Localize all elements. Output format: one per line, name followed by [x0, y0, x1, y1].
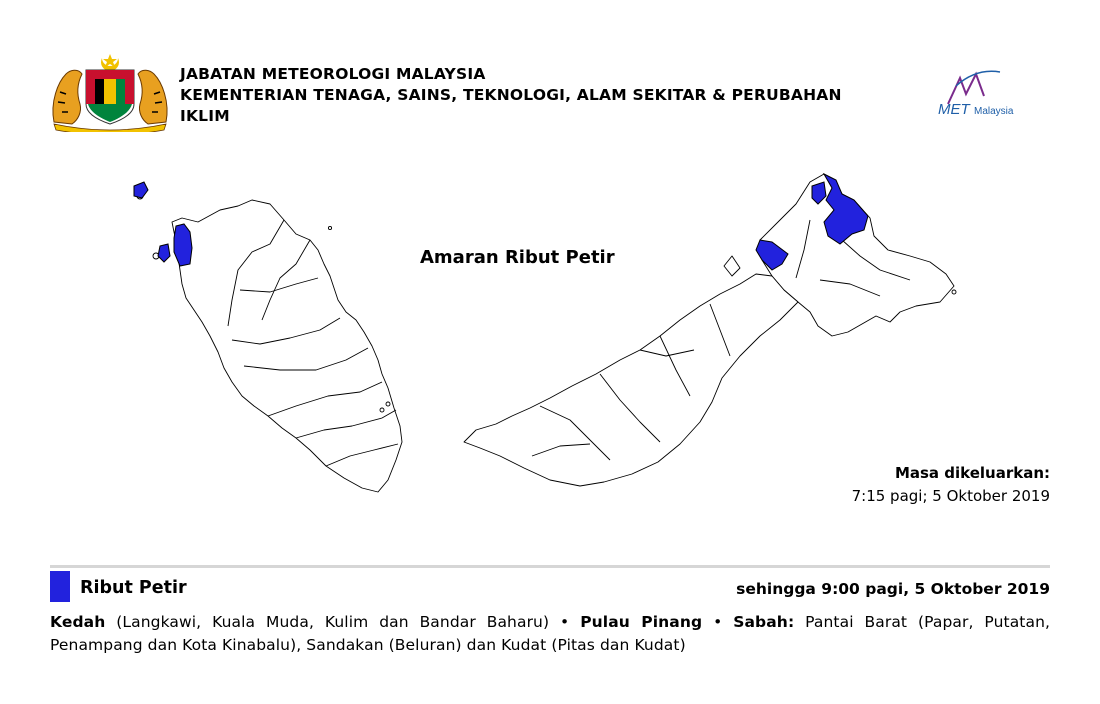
met-malaysia-logo — [930, 64, 1050, 124]
coat-of-arms-logo — [48, 52, 172, 132]
sabah — [760, 174, 954, 336]
met-logo-text: MET — [938, 101, 970, 118]
map-title: Amaran Ribut Petir — [420, 247, 615, 268]
area-details: Pantai Barat (Papar, Putatan, Penampang dan Kota Kinabalu), Sandakan (Beluran) dan Kudat (Pitas dan Kudat) — [50, 613, 1051, 654]
org-name: JABATAN METEOROLOGI MALAYSIA — [180, 65, 486, 83]
bullet-separator: • — [713, 613, 723, 631]
warning-validity: sehingga 9:00 pagi, 5 Oktober 2019 — [736, 580, 1050, 598]
issued-time — [852, 462, 1050, 508]
legend-color-swatch — [50, 571, 70, 602]
malaysia-logo-text: Malaysia — [974, 106, 1014, 117]
issued-value: 7:15 pagi; 5 Oktober 2019 — [851, 487, 1050, 505]
area-state: Sabah: — [733, 613, 795, 631]
ministry-name: KEMENTERIAN TENAGA, SAINS, TEKNOLOGI, ALAM SEKITAR & PERUBAHAN — [180, 86, 842, 104]
ministry-name-cont: IKLIM — [180, 107, 230, 125]
area-details: (Langkawi, Kuala Muda, Kulim dan Bandar Baharu) — [116, 613, 550, 631]
malaysia-map — [120, 160, 970, 520]
warning-area-kedah — [174, 224, 192, 266]
affected-areas — [50, 611, 1050, 657]
warning-area-langkawi — [134, 182, 148, 198]
legend-label: Ribut Petir — [80, 578, 187, 598]
area-state: Kedah — [50, 613, 106, 631]
sarawak — [464, 274, 798, 486]
organization-header — [180, 64, 920, 127]
area-state: Pulau Pinang — [580, 613, 703, 631]
issued-label: Masa dikeluarkan: — [894, 464, 1050, 482]
divider — [50, 565, 1050, 568]
bullet-separator: • — [560, 613, 570, 631]
warning-area-pulau-pinang — [158, 244, 170, 262]
peninsular-malaysia — [172, 200, 402, 492]
